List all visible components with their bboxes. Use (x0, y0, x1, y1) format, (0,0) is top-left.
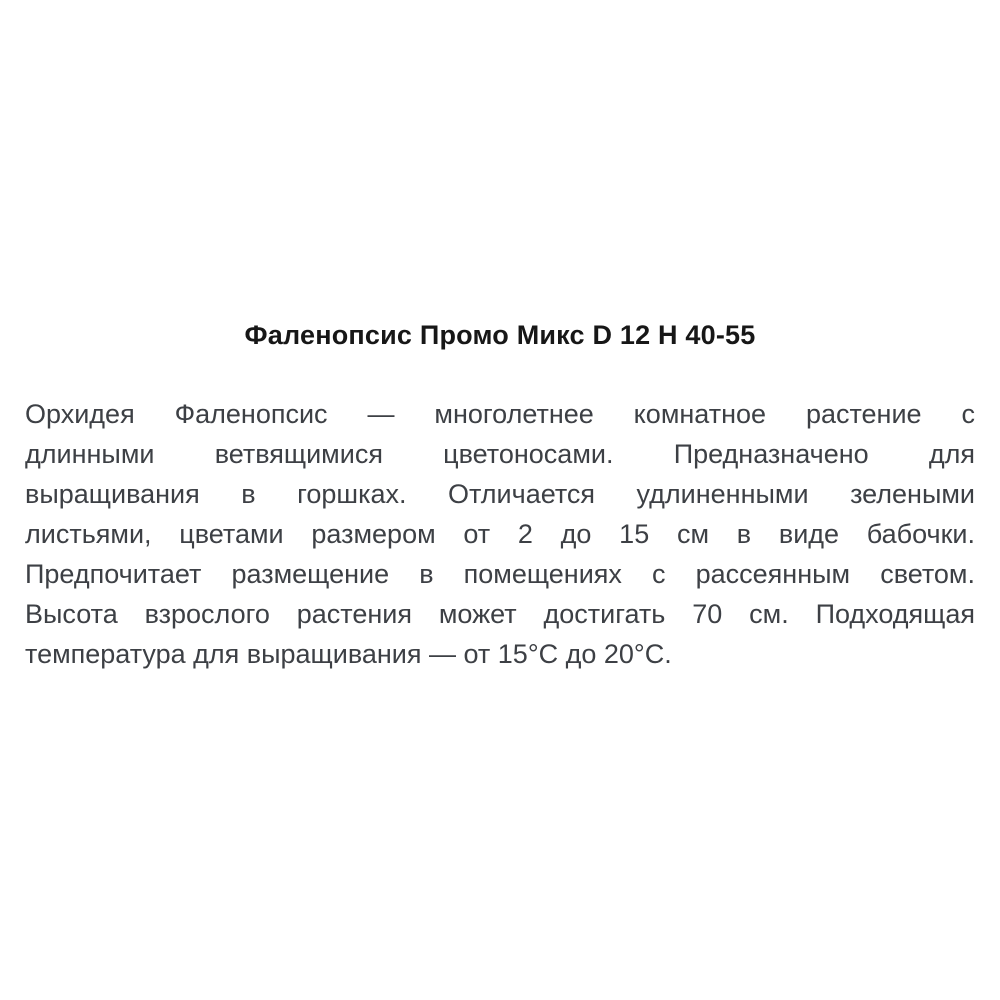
paragraph-line: Предпочитает размещение в помещениях с рассеянным светом. (25, 559, 975, 589)
paragraph-line: длинными ветвящимися цветоносами. Предназначено для (25, 439, 975, 469)
paragraph-line: Орхидея Фаленопсис — многолетнее комнатное растение с (25, 399, 975, 429)
paragraph-line: выращивания в горшках. Отличается удлиненными зелеными (25, 479, 975, 509)
description-paragraph (25, 394, 975, 674)
paragraph-line: Высота взрослого растения может достигать 70 см. Подходящая (25, 599, 975, 629)
product-title: Фаленопсис Промо Микс D 12 H 40-55 (244, 320, 756, 350)
paragraph-line: температура для выращивания — от 15°С до 20°С. (25, 639, 672, 669)
paragraph-line: листьями, цветами размером от 2 до 15 см в виде бабочки. (25, 519, 975, 549)
